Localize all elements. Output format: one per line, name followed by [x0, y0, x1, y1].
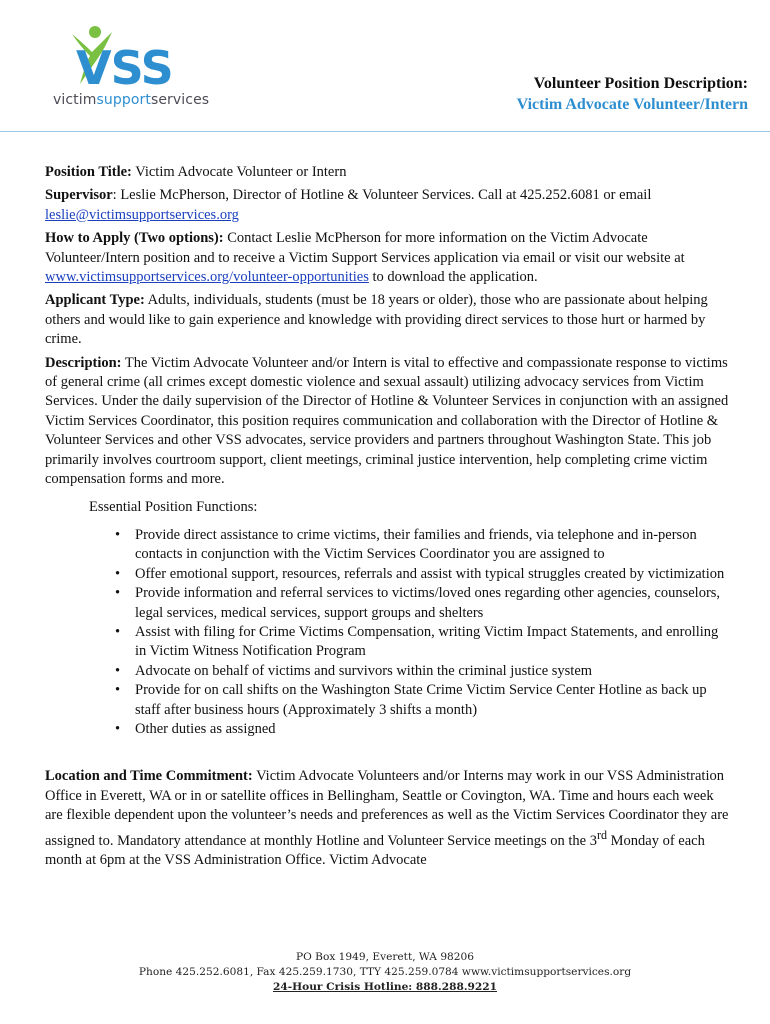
list-item: • Advocate on behalf of victims and survivors within the criminal justice system — [45, 662, 730, 681]
applicant-type-text: Adults, individuals, students (must be 18 years or older), those who are passionate about helping others and would like to gain experience and knowledge with providing direct services to those hurt or harmed by crime. — [45, 292, 708, 348]
description-text: The Victim Advocate Volunteer and/or Intern is vital to effective and compassionate response to victims of general crime (all crimes except domestic violence and sexual assault) utilizing advocacy services from Victim Services. Under the daily supervision of the Director of Hotline & Volunteer Services in conjunction with an assigned Victim Services Coordinator, this position requires communication and collaboration with the Director of Hotline & Volunteer Services and other VSS advocates, service providers and partners throughout Washington State. This job primarily involves courtroom support, client meetings, criminal justice intervention, help completing crime victim compensation forms and more. — [45, 354, 729, 488]
list-item: • Assist with filing for Crime Victims Compensation, writing Victim Impact Statements, and enrolling in Victim Witness Notification Program — [45, 623, 730, 662]
essential-functions-heading: Essential Position Functions: — [89, 498, 258, 515]
location-section — [45, 767, 730, 870]
footer-contact: Phone 425.252.6081, Fax 425.259.1730, TTY 425.259.0784 www.victimsupportservices.org — [138, 966, 632, 978]
location-superscript: rd — [596, 827, 608, 842]
list-item: • Provide direct assistance to crime victims, their families and friends, via telephone and in-person contacts in conjunction with the Victim Services Coordinator you are assigned to — [45, 526, 730, 565]
document-body — [45, 163, 730, 874]
location-text: Victim Advocate Volunteers and/or Interns may work in our VSS Administration Office in Everett, WA or in or satellite offices in Bellingham, Seattle or Covington, WA. Time and hours each week are flexible dependent upon the volunteer’s needs and preferences as well as the Victim Services Coordinator they are assigned to. Mandatory attendance at monthly Hotline and Volunteer Service meetings on the 3 — [45, 768, 729, 849]
location-label: Location and Time Commitment: — [45, 768, 253, 785]
supervisor-email-link[interactable]: leslie@victimsupportservices.org — [45, 206, 239, 223]
page-footer — [0, 950, 770, 995]
vss-logo-mark: VSS — [76, 41, 173, 95]
list-item: • Provide for on call shifts on the Washington State Crime Victim Service Center Hotline as back up staff after business hours (Approximately 3 shifts a month) — [45, 681, 730, 720]
volunteer-opportunities-link[interactable]: www.victimsupportservices.org/volunteer-opportunities — [45, 269, 369, 286]
document-title: Volunteer Position Description: — [533, 75, 748, 92]
supervisor-text: : Leslie McPherson, Director of Hotline & Volunteer Services. Call at 425.252.6081 or email — [112, 187, 652, 204]
logo-wordmark-part2: support — [96, 92, 151, 108]
footer-crisis-hotline: 24-Hour Crisis Hotline: 888.288.9221 — [272, 981, 497, 993]
header-divider — [0, 131, 770, 132]
how-to-apply-text-after: to download the application. — [368, 269, 538, 286]
logo-wordmark — [53, 92, 209, 108]
list-item: • Provide information and referral services to victims/loved ones regarding other agencies, counselors, legal services, medical services, support groups and shelters — [45, 584, 730, 623]
description-section — [45, 354, 730, 490]
supervisor-section — [45, 186, 730, 225]
position-title-value: Victim Advocate Volunteer or Intern — [131, 164, 347, 180]
document-header — [517, 74, 748, 116]
how-to-apply-text: Contact Leslie McPherson for more information on the Victim Advocate Volunteer/Intern position and to receive a Victim Support Services application via email or visit our website at — [45, 230, 685, 266]
how-to-apply-label: How to Apply (Two options): — [45, 230, 224, 247]
description-label: Description: — [45, 354, 122, 371]
position-title-section — [45, 163, 730, 182]
location-text-after: Monday of each month at 6pm at the VSS Administration Office. Victim Advocate — [45, 832, 705, 868]
position-title-label: Position Title: — [45, 164, 132, 180]
supervisor-label: Supervisor — [45, 187, 113, 204]
applicant-type-section — [45, 291, 730, 349]
document-subtitle: Victim Advocate Volunteer/Intern — [516, 96, 748, 113]
list-item: • Other duties as assigned — [45, 720, 730, 739]
list-item: • Offer emotional support, resources, referrals and assist with typical struggles created by victimization — [45, 565, 730, 584]
logo-wordmark-part3: services — [150, 92, 210, 108]
logo-wordmark-part1: victim — [53, 92, 97, 108]
essential-functions-list — [45, 526, 730, 739]
footer-address: PO Box 1949, Everett, WA 98206 — [295, 951, 475, 963]
applicant-type-label: Applicant Type: — [45, 292, 145, 309]
how-to-apply-section — [45, 229, 730, 287]
